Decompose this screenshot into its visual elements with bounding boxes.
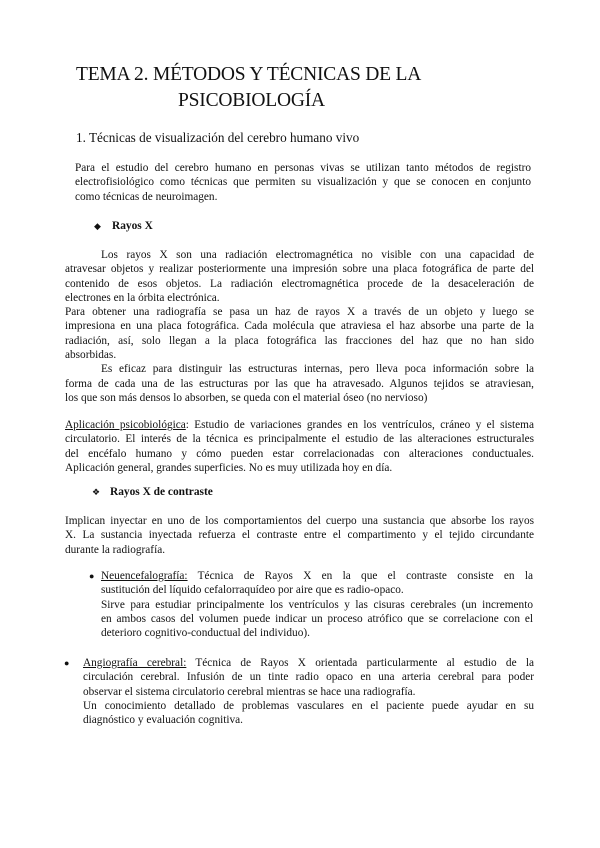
- text-line: durante la radiografía.: [65, 543, 166, 556]
- aplicacion-paragraph: [65, 418, 534, 475]
- section-heading: 1. Técnicas de visualización del cerebro humano vivo: [76, 130, 360, 145]
- text-line: Sirve para estudiar principalmente los ventrículos y las cisuras cerebrales (un incremento: [101, 598, 533, 611]
- text-line: [83, 656, 534, 670]
- text-line: observar el sistema circulatorio cerebral mientras se hace una radiografía.: [83, 685, 416, 698]
- text-line: circulación cerebral. Infusión de un tinte radio opaco en una arteria cerebral para poder: [83, 671, 534, 684]
- text-line: radiación, así, solo llegan a la placa fotográfica las fracciones del haz que no han sido: [65, 334, 534, 347]
- text-line: deterioro cognitivo-conductual del individuo).: [101, 627, 310, 640]
- intro-line: como técnicas de neuroimagen.: [75, 190, 218, 203]
- neuro-label: Neuencefalografía:: [101, 570, 188, 582]
- text-line: electrones en la órbita electrónica.: [65, 291, 220, 304]
- diamond-bullet-icon: ◆: [94, 220, 101, 231]
- text-line: absorbidas.: [65, 349, 117, 362]
- title-line-1: TEMA 2. MÉTODOS Y TÉCNICAS DE LA: [76, 64, 422, 85]
- angio-label: Angiografía cerebral:: [83, 657, 187, 669]
- text-line: en ambos casos del volumen puede indicar un proceso atrófico que se correlacione con el: [101, 612, 533, 625]
- text-line: Los rayos X son una radiación electromagnética no visible con una capacidad de: [101, 249, 534, 261]
- neuro-text: Técnica de Rayos X en la que el contraste consiste en la: [187, 570, 533, 582]
- intro-line: electrofisiológico como técnicas que permiten su visualización y que se conocen en conjunto: [75, 176, 531, 189]
- text-line: diagnóstico y evaluación cognitiva.: [83, 714, 243, 727]
- rayos-x-heading-text: Rayos X: [112, 220, 153, 232]
- four-diamond-bullet-icon: ❖: [92, 486, 101, 497]
- text-line: atravesar objetos y realizar posteriormente una impresión sobre una placa fotográfica de parte del: [65, 263, 534, 276]
- page-title: [76, 62, 546, 114]
- text-line: Aplicación general, grandes superficies. No es muy utilizada hoy en día.: [65, 461, 393, 474]
- text-line: Para obtener una radiografía se pasa un haz de rayos X a través de un objeto y luego se: [65, 306, 534, 319]
- text-line: del encéfalo humano y cómo pueden estar correlacionadas con alteraciones conductuales.: [65, 447, 534, 460]
- text-line: Es eficaz para distinguir las estructuras internas, pero lleva poca información sobre la: [101, 363, 534, 376]
- text-line: [101, 569, 533, 583]
- text-line: forma de cada una de las estructuras por las que ha atravesado. Algunos tejidos se atraviesan,: [65, 377, 534, 390]
- angio-list-item: [83, 656, 534, 727]
- text-line: impresiona en una placa fotográfica. Cada molécula que atraviesa el haz absorbe una parte de la: [65, 320, 534, 333]
- text-line: Un conocimiento detallado de problemas vasculares en el paciente puede ayudar en su: [83, 699, 534, 712]
- aplicacion-text: : Estudio de variaciones grandes en los ventrículos, cráneo y el sistema: [185, 419, 534, 431]
- contraste-heading: [92, 486, 213, 498]
- intro-line: Para el estudio del cerebro humano en personas vivas se utilizan tanto métodos de registro: [75, 162, 531, 174]
- intro-paragraph: [75, 161, 531, 204]
- list-bullet-icon: ●: [64, 658, 70, 668]
- rayos-x-heading: [94, 220, 153, 232]
- title-line-2: PSICOBIOLOGÍA: [178, 90, 325, 111]
- list-bullet-icon: ●: [89, 571, 95, 581]
- text-line: contenido de esos objetos. La radiación electromagnética procede de la desaceleración de: [65, 277, 534, 290]
- neuro-list-item: [101, 569, 533, 640]
- angio-text: Técnica de Rayos X orientada particularmente al estudio de la: [186, 657, 534, 669]
- text-line: los que son más densos lo absorben, se queda con el material óseo (no nervioso): [65, 391, 428, 404]
- aplicacion-label: Aplicación psicobiológica: [65, 419, 186, 431]
- contraste-heading-text: Rayos X de contraste: [110, 486, 213, 498]
- text-line: sustitución del líquido cefalorraquídeo por aire que es radio-opaco.: [101, 584, 404, 597]
- text-line: circulatorio. El interés de la técnica es principalmente el estudio de las alteraciones estructurales: [65, 433, 534, 446]
- rayos-x-paragraph-1: [65, 248, 534, 405]
- text-line: [65, 418, 534, 432]
- text-line: Implican inyectar en uno de los comportamientos del cuerpo una sustancia que absorbe los rayos: [65, 515, 534, 527]
- contraste-intro: [65, 514, 534, 557]
- text-line: X. La sustancia inyectada refuerza el contraste entre el compartimento y el tejido circundante: [65, 529, 534, 542]
